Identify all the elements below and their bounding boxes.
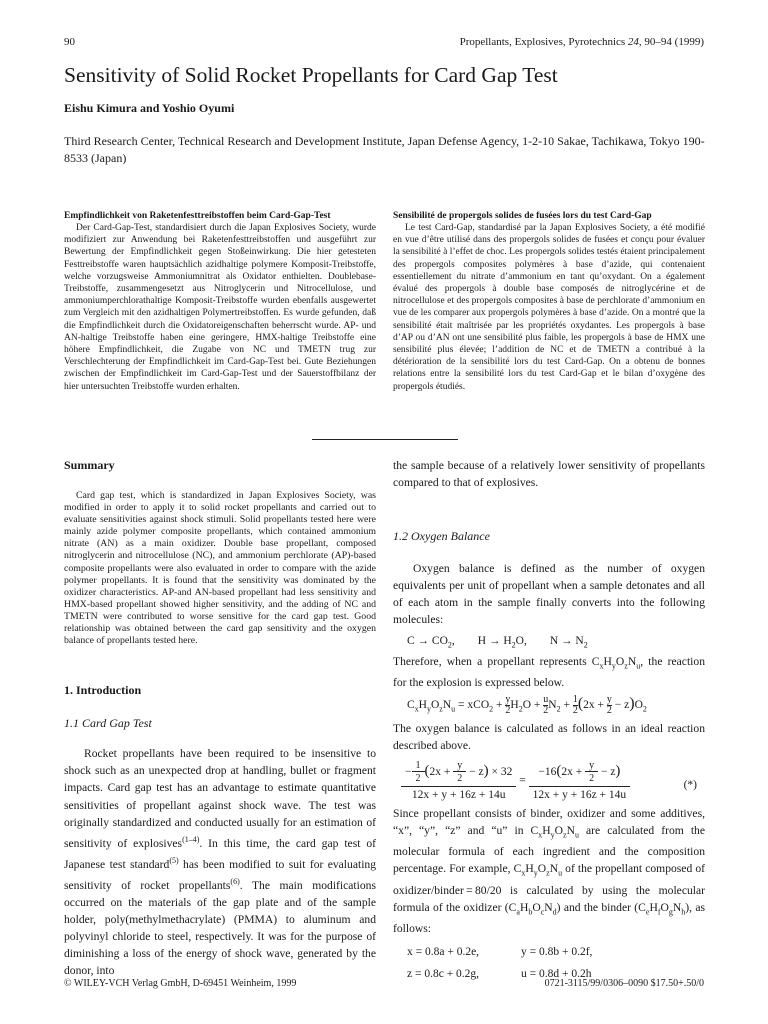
authors: Eishu Kimura and Yoshio Oyumi [64,101,235,115]
intro-paragraph: Rocket propellants have been required to be insensitive to shock such as an unexpected drop at handling, bullet or fragment impacts. Card gap test has an advantage to estimate quantitative sensitivities of propellant against shock wave. The test was originally standardized and conducted usually for an estimation of sensitivity of explosives$^{(1-4)}$. In this time, the card gap test of Japanese test standard$^{(5)}$ has been modified to suit for evaluating sensitivity of rocket propellants$^{(6)}$. The main modifications occurred on the materials of the gap plate and of the sample holder, poly(methylmethacrylate) (PMMA) to aluminum and polyvinyl chloride to steel, respectively. It was for the purpose of diminishing a loss of the energy of shock wave, generated by the donor, into [64,747,377,977]
oxygen-balance-subheading: 1.2 Oxygen Balance [393,529,490,544]
page-number: 90 [64,36,75,48]
abstract-french [393,210,705,393]
conversion-equations: $C \to CO_2$, $H \to H_2O$, $N \to N_2$ [407,634,588,649]
reaction-intro: Therefore, when a propellant represents $C_xH_yO_zN_u$, the reaction for the explosion is expressed below. [393,654,705,690]
composition-paragraph: Since propellant consists of binder, oxidizer and some additives, “x”, “y”, “z” and “u” in $C_xH_yO_zN_u$ are calculated from the molecular formula of each ingredient and the composition percentage. For example, $C_xH_yO_zN_u$ of the propellant composed of oxidizer/binder = 80/20 is calculated by using the molecular formula of the oxidizer $(C_aH_bO_cN_d)$ and the binder $(C_eH_fO_gN_h)$, as follows: [393,806,706,936]
issn-code: 0721-3115/99/0306–0090 $17.50+.50/0 [544,978,704,989]
abstract-french-title: Sensibilité de propergols solides de fusées lors du test Card-Gap [393,211,652,221]
affiliation: Third Research Center, Technical Research and Development Institute, Japan Defense Agency, 1-2-10 Sakae, Tachikawa, Tokyo 190-8533 (Japan) [64,134,705,165]
summary-heading: Summary [64,458,115,472]
equation-label: (*) [683,778,697,791]
oxygen-balance-equation: − $\frac{1}{2}$ (2x + $\frac{y}{2}$ − z) × 32 12x + y + 16z + 14u = −16(2x + $\frac{y}{2}$ − z) 12x + y + 16z + 14u (*) [401,761,705,801]
oxygen-balance-definition: Oxygen balance is defined as the number of oxygen equivalents per unit of propellant when a sample detonates and all of each atom in the sample finally converts into the following molecules: [393,562,705,627]
section-divider [312,439,458,440]
abstract-french-text: Le test Card-Gap, standardisé par la Japan Explosives Society, a été modifié en vue d’être utilisé dans des propergols solides de fusées et conçu pour évaluer la sensibilité à l’effet de choc. Les propergols solides testés étaient principalement des propergols composites polymères à base d’azide, qui contenaient essentiellement du nitrate d’ammonium en tant qu’oxydant. On a également évalué des propergols à double base composés de nitroglycérine et de nitrocellulose et des propergols composites à base de perchlorate d’ammonium en vue de les comparer aux propergols polymères à base d’azide. On a montré que la sensibilité était maîtrisée par les propriétés oxydantes. Les propergols à base d’AP ou d’AN ont une sensibilité plus faible, les propergols à base de HMX une sensibilité plus élevée; l’addition de NC et de TMETN a contribué à la détérioration de la sensibilité lors du test Card-Gap. On a obtenu de bonnes relations entre la sensibilité lors du test Card-Gap et le bilan d’oxygène des propergols étudiés. [393,223,705,392]
paper-title: Sensitivity of Solid Rocket Propellants for Card Gap Test [64,63,558,87]
continuation-text: the sample because of a relatively lower sensitivity of propellants compared to that of explosives. [393,459,705,490]
oxygen-balance-calc-intro: The oxygen balance is calculated as follows in an ideal reaction described above. [393,722,705,753]
abstract-german [64,210,376,393]
left-column [64,458,376,979]
composition-equations: x = 0.8a + 0.2e, y = 0.8b + 0.2f, z = 0.8c + 0.2g, u = 0.8d + 0.2h [407,946,593,981]
card-gap-subheading: 1.1 Card Gap Test [64,716,152,731]
copyright: © WILEY-VCH Verlag GmbH, D-69451 Weinheim, 1999 [64,978,297,989]
right-column [393,457,705,985]
reaction-equation: $C_xH_yO_zN_u = xCO_2$ + $\frac{y}{2}$ $H_2O$ + $\frac{u}{2}$ $N_2$ + $\frac{1}{2}$ (2x + $\frac{y}{2}$ − $z)O_2$ [407,694,647,717]
abstract-german-text: Der Card-Gap-Test, standardisiert durch die Japan Explosives Society, wurde modifiziert zur Anwendung bei Raketenfesttreibstoffen und ausgeführt zur Bewertung der Empfindlichkeit gegen Stoßeinwirkung. Die hier getesteten Festtreibstoffe waren hauptsächlich azidhaltige polymere Komposit-Treibstoffe, welche vorzugsweise Ammoniumnitrat als Oxidator enthielten. Doublebase-Treibstoffe, zusammengesetzt aus Nitroglycerin und Nitrocellulose, und ammoniumperchlorathaltige Komposit-Treibstoffe wurden ebenfalls ausgewertet zum Vergleich mit den azidhaltigen Polymertreibstoffen. Es wurde gefunden, daß die Empfindlichkeit durch die Oxidatoreigenschaften beherrscht wurde. AP- und AN-haltige Treibstoffe haben eine geringere, HMX-haltige Treibstoffe eine höhere Empfindlichkeit, die Zugabe von NC und TMETN trug zur Verschlechterung der Empfindlichkeit im Card-Gap-Test bei. Gute Beziehungen zwischen der Empfindlichkeit im Card-Gap-Test und der Sauerstoffbilanz der hier untersuchten Treibstoffe wurden erhalten. [64,223,376,392]
abstract-german-title: Empfindlichkeit von Raketenfesttreibstoffen beim Card-Gap-Test [64,211,331,221]
summary-text: Card gap test, which is standardized in Japan Explosives Society, was modified in order to apply it to solid rocket propellants and carried out to evaluate sensitivities against shock stimuli. Solid propellants tested here were mainly azide polymer composite propellants, which contained ammonium nitrate (AN) as a main oxidizer. Double base propellant, composed nitroglycerin and nitrocellulose (NC), and ammonium perchlorate (AP)-based composite propellants were also evaluated in order to compare with the azide polymer propellants. It is found that the sensitivity was dominated by the oxidizer characteristics. AP-and AN-based propellant had less sensitivity and HMX-based propellant showed higher sensitivity, and the adding of NC and TMETN were contributed to worse sensitive for the card gap test. Good relationship was obtained between the card gap sensitivity and the oxygen balance of propellants tested here. [64,490,376,647]
intro-heading: 1. Introduction [64,683,142,698]
journal-citation: Propellants, Explosives, Pyrotechnics 24, 90–94 (1999) [459,36,704,48]
